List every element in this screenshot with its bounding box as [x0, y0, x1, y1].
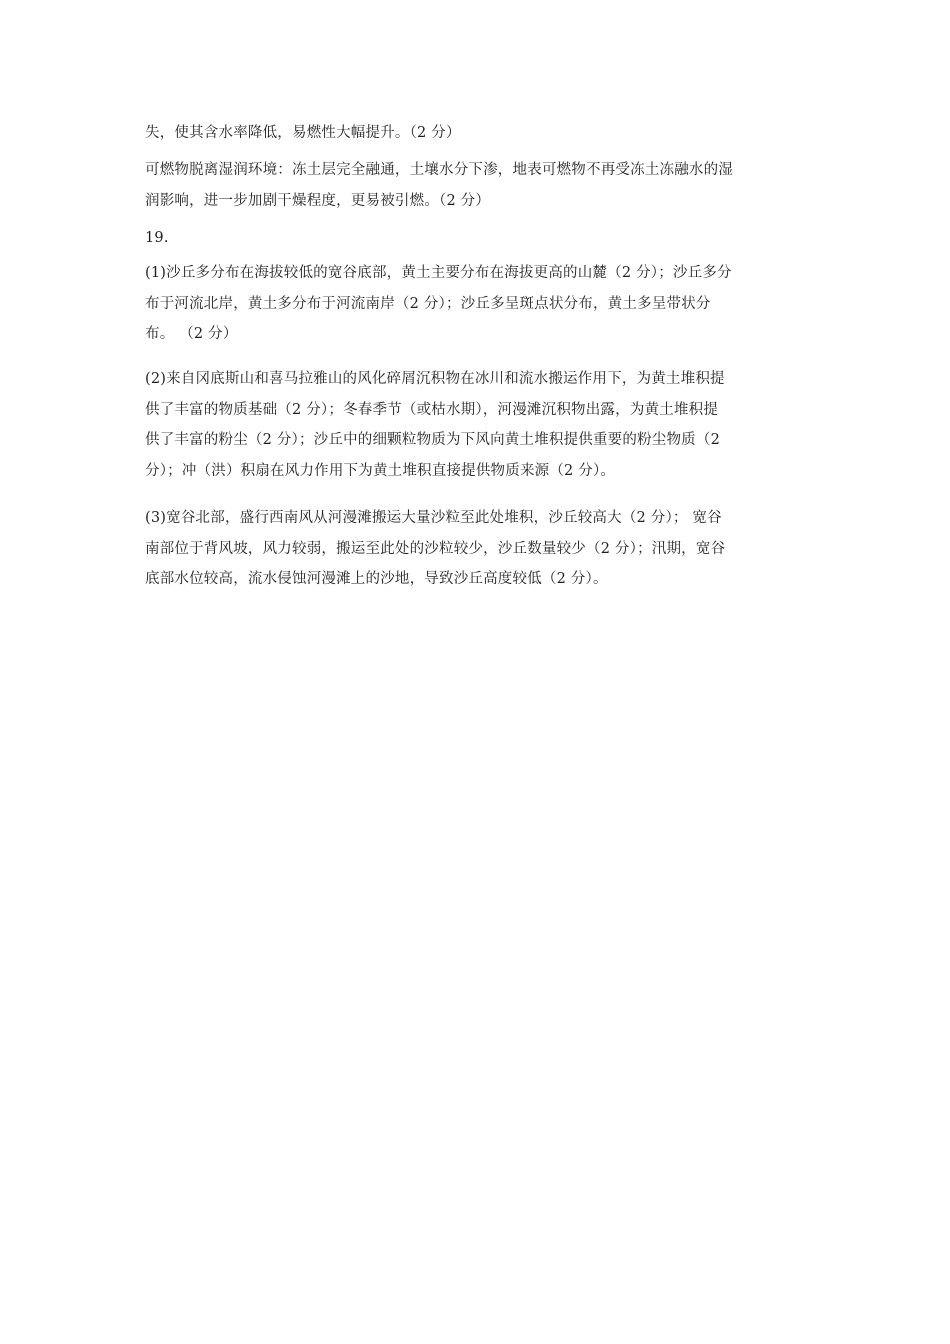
question-number	[145, 223, 810, 254]
paragraph-intro	[145, 118, 810, 149]
text-line: 布。 （2 分）	[145, 326, 238, 342]
text-line: 供了丰富的物质基础（2 分）；冬春季节（或枯水期），河漫滩沉积物出露，为黄土堆积提	[145, 401, 719, 418]
answer-3	[145, 503, 810, 595]
answer-2	[145, 364, 810, 486]
text-line: 失，使其含水率降低，易燃性大幅提升。（2 分）	[145, 125, 461, 141]
text-line: 润影响，进一步加剧干燥程度，更易被引燃。（2 分）	[145, 192, 491, 209]
text-line: (3)宽谷北部，盛行西南风从河漫滩搬运大量沙粒至此处堆积，沙丘较高大（2 分）； 宽谷	[145, 510, 722, 526]
text-line: 布于河流北岸，黄土多分布于河流南岸（2 分）；沙丘多呈斑点状分布，黄土多呈带状分	[145, 295, 711, 312]
text-line: 供了丰富的粉尘（2 分）；沙丘中的细颗粒物质为下风向黄土堆积提供重要的粉尘物质（2	[145, 432, 721, 448]
text-line: 底部水位较高，流水侵蚀河漫滩上的沙地，导致沙丘高度较低（2 分）。	[145, 571, 608, 587]
text-line: (2)来自冈底斯山和喜马拉雅山的风化碎屑沉积物在冰川和流水搬运作用下，为黄土堆积提	[145, 371, 725, 387]
text-line: (1)沙丘多分布在海拔较低的宽谷底部，黄土主要分布在海拔更高的山麓（2 分）；沙丘多分	[145, 265, 732, 281]
question-number-label: 19.	[145, 230, 169, 246]
answer-1	[145, 258, 810, 350]
paragraph-fuel-moisture	[145, 155, 810, 216]
text-line: 可燃物脱离湿润环境：冻土层完全融通，土壤水分下渗，地表可燃物不再受冻土冻融水的湿	[145, 162, 733, 178]
text-line: 分）；冲（洪）积扇在风力作用下为黄土堆积直接提供物质来源（2 分）。	[145, 462, 616, 479]
text-line: 南部位于背风坡，风力较弱，搬运至此处的沙粒较少，沙丘数量较少（2 分）；汛期，宽谷	[145, 540, 726, 557]
